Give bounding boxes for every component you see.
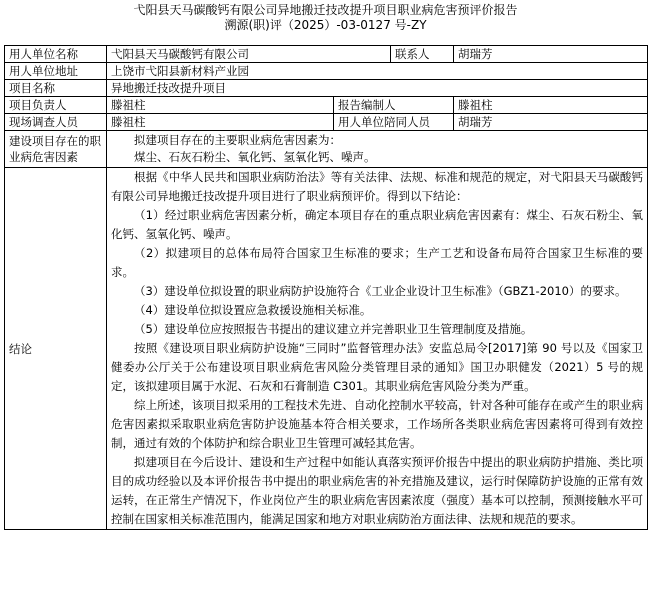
conclusion-paragraph: （2）拟建项目的总体布局符合国家卫生标准的要求；生产工艺和设备布局符合国家卫生标准的要求。 — [111, 246, 643, 279]
hazards-list: 煤尘、石灰石粉尘、氧化钙、氢氧化钙、噪声。 — [134, 150, 376, 164]
row-employer-name — [5, 46, 648, 63]
conclusion-paragraph: （4）建设单位拟设置应急救援设施相关标准。 — [134, 303, 372, 317]
project-lead-value: 滕祖柱 — [107, 97, 334, 114]
report-author-value: 滕祖柱 — [454, 97, 648, 114]
conclusion-paragraph: 拟建项目在今后设计、建设和生产过程中如能认真落实预评价报告中提出的职业病防护措施、类比项目的成功经验以及本评价报告书中提出的职业病危害的补充措施及建议，运行时保障防护设施的正常有效运转，在正常生产情况下，作业岗位产生的职业病危害因素浓度（强度）基本可以控制，预测接触水平可控制在国家相关标准范围内，能满足国家和地方对职业病防治方面法律、法规和规范的要求。 — [111, 455, 643, 526]
accompany-label: 用人单位陪同人员 — [334, 114, 454, 131]
site-investigator-value: 滕祖柱 — [107, 114, 334, 131]
contact-label: 联系人 — [391, 46, 454, 63]
conclusion-paragraph: 根据《中华人民共和国职业病防治法》等有关法律、法规、标准和规范的规定，对弋阳县天马碳酸钙有限公司异地搬迁技改提升项目进行了职业病预评价。得到以下结论： — [111, 170, 643, 203]
row-employer-address — [5, 63, 648, 80]
employer-address-value: 上饶市弋阳县新材料产业园 — [107, 63, 648, 80]
accompany-value: 胡瑞芳 — [454, 114, 648, 131]
employer-address-label: 用人单位地址 — [5, 63, 107, 80]
report-summary-table — [4, 45, 648, 530]
contact-value: 胡瑞芳 — [454, 46, 648, 63]
report-number: 溯源(职)评（2025）-03-0127 号-ZY — [224, 18, 427, 32]
hazards-intro: 拟建项目存在的主要职业病危害因素为： — [134, 133, 341, 147]
row-site-investigator — [5, 114, 648, 131]
conclusion-paragraph: （3）建设单位拟设置的职业病防护设施符合《工业企业设计卫生标准》（GBZ1-2010）的要求。 — [134, 284, 627, 298]
employer-name-label: 用人单位名称 — [5, 46, 107, 63]
hazards-content — [107, 131, 648, 168]
row-conclusion — [5, 168, 648, 530]
employer-name-value: 弋阳县天马碳酸钙有限公司 — [107, 46, 391, 63]
project-lead-label: 项目负责人 — [5, 97, 107, 114]
project-name-value: 异地搬迁技改提升项目 — [107, 80, 648, 97]
project-name-label: 项目名称 — [5, 80, 107, 97]
conclusion-content — [107, 168, 648, 530]
title-line-1: 弋阳县天马碳酸钙有限公司异地搬迁技改提升项目职业病危害预评价报告 — [133, 3, 518, 17]
conclusion-paragraph: （5）建设单位应按照报告书提出的建议建立并完善职业卫生管理制度及措施。 — [134, 322, 533, 336]
conclusion-label: 结论 — [5, 168, 107, 530]
conclusion-paragraph: （1）经过职业病危害因素分析，确定本项目存在的重点职业病危害因素有：煤尘、石灰石粉尘、氧化钙、氢氧化钙、噪声。 — [111, 208, 643, 241]
row-hazards — [5, 131, 648, 168]
conclusion-paragraph: 综上所述，该项目拟采用的工程技术先进、自动化控制水平较高，针对各种可能存在或产生的职业病危害因素拟采取职业病危害防护设施基本符合相关要求，工作场所各类职业病危害因素将可得到有效控制，通过有效的个体防护和综合职业卫生管理可减轻其危害。 — [111, 398, 643, 450]
report-author-label: 报告编制人 — [334, 97, 454, 114]
document-title — [4, 3, 647, 33]
conclusion-paragraph: 按照《建设项目职业病防护设施“三同时”监督管理办法》安监总局令[2017]第 90 号以及《国家卫健委办公厅关于公布建设项目职业病危害风险分类管理目录的通知》国卫办职健发（2021）5 号的规定，该拟建项目属于水泥、石灰和石膏制造 C301。其职业病危害风险分类为严重。 — [111, 341, 643, 393]
hazards-label: 建设项目存在的职业病危害因素 — [5, 131, 107, 168]
row-project-name — [5, 80, 648, 97]
row-project-lead — [5, 97, 648, 114]
site-investigator-label: 现场调查人员 — [5, 114, 107, 131]
